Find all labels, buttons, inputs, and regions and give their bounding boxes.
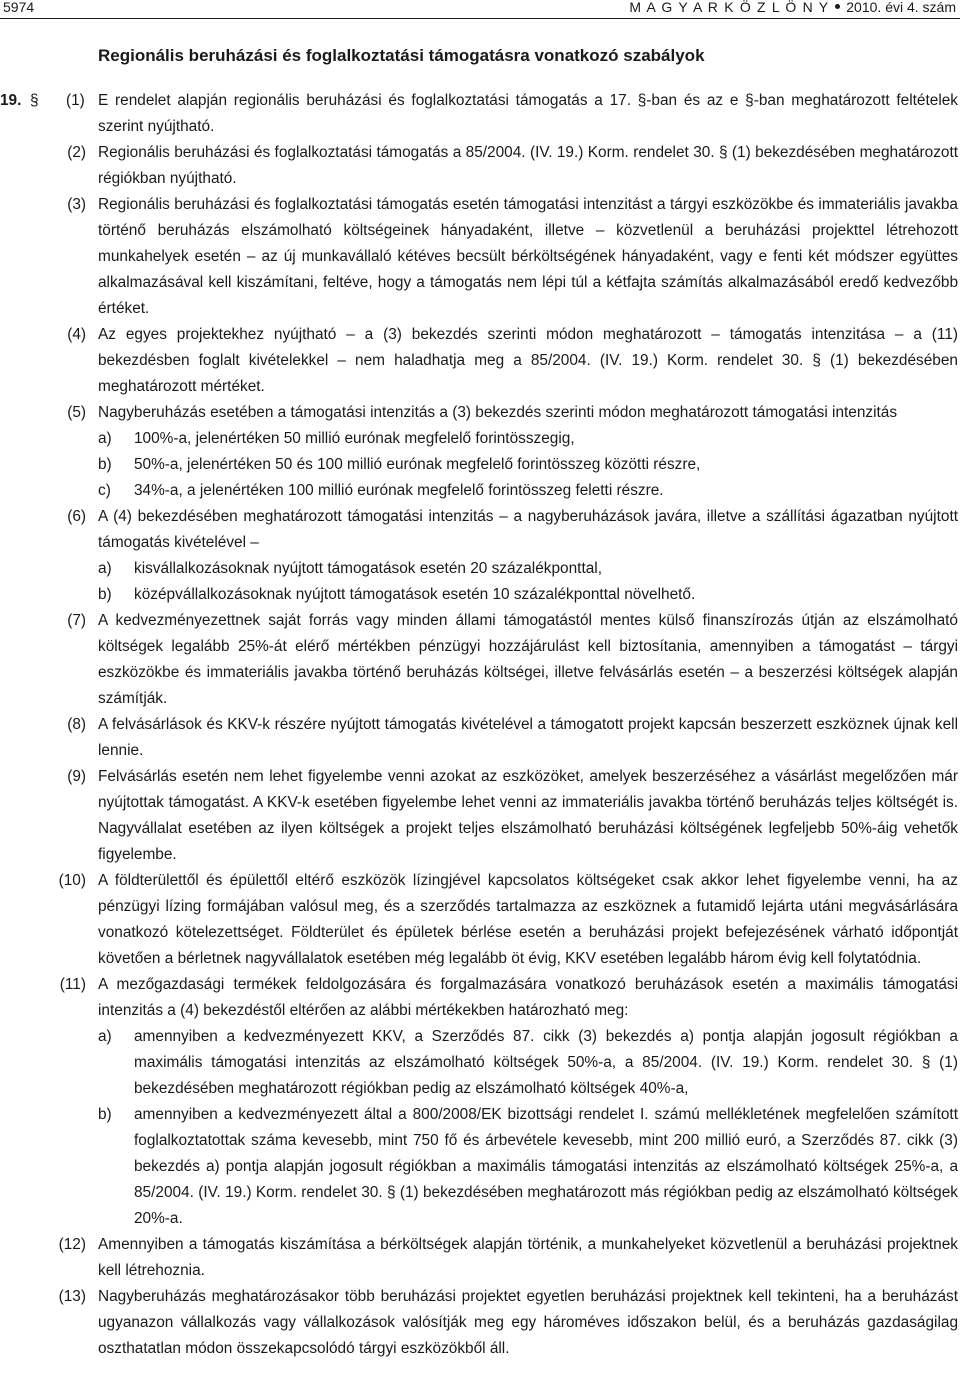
paragraph-text: A (4) bekezdésében meghatározott támogatási intenzitás – a nagyberuházások javára, illetve a szállítási ágazatban nyújtott támogatás kivételével – [98, 508, 958, 551]
paragraph-number: (9) [67, 768, 86, 785]
paragraph-7 [0, 608, 958, 712]
list-item-letter: b) [98, 586, 112, 603]
paragraph-number: (8) [67, 716, 86, 733]
journal-issue: 2010. évi 4. szám [846, 0, 956, 15]
list-item [0, 582, 958, 608]
list-item-text: 50%-a, jelenértéken 50 és 100 millió eurónak megfelelő forintösszeg közötti részre, [134, 456, 701, 473]
paragraph-number: (7) [67, 612, 86, 629]
paragraph-text: Regionális beruházási és foglalkoztatási támogatás a 85/2004. (IV. 19.) Korm. rendelet 30. § (1) bekezdésében meghatározott régiókban nyújtható. [98, 144, 958, 187]
list-item-text: 100%-a, jelenértéken 50 millió eurónak megfelelő forintösszegig, [134, 430, 575, 447]
paragraph-8 [0, 712, 958, 764]
paragraph-number: (3) [67, 196, 86, 213]
list-item [0, 426, 958, 452]
paragraph-11 [0, 972, 958, 1024]
page-header [0, 0, 960, 26]
journal-name: M A G Y A R K Ö Z L Ö N Y [629, 0, 830, 15]
page-number: 5974 [3, 0, 35, 15]
paragraph-text: Az egyes projektekhez nyújtható – a (3) bekezdés szerinti módon meghatározott – támogatás intenzitása – a (11) bekezdésben foglalt kivételekkel – nem haladhatja meg a 85/2004. (IV. 19.) Korm. rendelet 30. § (1) bekezdésében meghatározott mértéket. [98, 326, 958, 395]
list-item-letter: a) [98, 430, 112, 447]
paragraph-number: (2) [67, 144, 86, 161]
paragraph-number: (13) [58, 1288, 86, 1305]
list-item-letter: a) [98, 560, 112, 577]
paragraph-number: (4) [67, 326, 86, 343]
paragraph-text: Felvásárlás esetén nem lehet figyelembe venni azokat az eszközöket, amelyek beszerzéséhez a vásárlást megelőzően már nyújtottak támogatást. A KKV-k esetében figyelembe lehet venni az immateriális javakba történő beruházás teljes költségét is. Nagyvállalat esetében az ilyen költségek a projekt teljes elszámolható beruházási költségének legfeljebb 50%-áig vehetők figyelembe. [98, 768, 958, 863]
journal-header [629, 0, 956, 14]
paragraph-12 [0, 1232, 958, 1284]
paragraph-text: E rendelet alapján regionális beruházási és foglalkoztatási támogatás a 17. §-ban és az e §-ban meghatározott feltételek szerint nyújtható. [98, 92, 958, 135]
section-number: 19. [0, 92, 22, 109]
paragraph-text: A mezőgazdasági termékek feldolgozására és forgalmazására vonatkozó beruházások esetén a maximális támogatási intenzitás a (4) bekezdéstől eltérően az alábbi mértékekben határozható meg: [98, 976, 958, 1019]
list-item-text: középvállalkozásoknak nyújtott támogatások esetén 10 százalékponttal növelhető. [134, 586, 696, 603]
paragraph-text: Nagyberuházás esetében a támogatási intenzitás a (3) bekezdés szerinti módon meghatározott támogatási intenzitás [98, 404, 898, 421]
paragraph-2 [0, 140, 958, 192]
paragraph-number: (11) [59, 976, 86, 993]
paragraph-number: (5) [67, 404, 86, 421]
list-item [0, 452, 958, 478]
paragraph-3 [0, 192, 958, 322]
list-item-letter: c) [98, 482, 111, 499]
paragraph-10 [0, 868, 958, 972]
paragraph-text: A földterülettől és épülettől eltérő eszközök lízingjével kapcsolatos költségeket csak akkor lehet figyelembe venni, ha az pénzügyi lízing formájában valósul meg, és a szerződés tartalmazza az eszköznek a futamidő lejárta utáni megvásárlására vonatkozó kötelezettséget. Földterület és épületek bérlése esetén a beruházási projekt befejezésének várható időpontját követően a bérletnek nagyvállalatok esetében még legalább öt évig, KKV esetében legalább három évig kell folytatódnia. [98, 872, 958, 967]
list-item-text: kisvállalkozásoknak nyújtott támogatások esetén 20 százalékponttal, [134, 560, 602, 577]
paragraph-6 [0, 504, 958, 556]
paragraph-number: (12) [58, 1236, 86, 1253]
list-item-text: amennyiben a kedvezményezett KKV, a Szerződés 87. cikk (3) bekezdés a) pontja alapján jogosult régiókban a maximális támogatási intenzitás az elszámolható költségek 50%-a, a 85/2004. (IV. 19.) Korm. rendelet 30. § (1) bekezdésében meghatározott régiókban pedig az elszámolható költségek 40%-a, [134, 1028, 958, 1097]
list-item-letter: a) [98, 1028, 112, 1045]
paragraph-number: (6) [67, 508, 86, 525]
paragraph-text: Nagyberuházás meghatározásakor több beruházási projektet egyetlen beruházási projektnek kell tekinteni, ha a beruházást ugyanazon vállalkozás vagy vállalkozások valósítják meg egy hároméves időszakon belül, és a beruházás gazdaságilag oszthatatlan módon összekapcsolódó tárgyi eszközökből áll. [98, 1288, 958, 1357]
bullet-dot-icon [835, 4, 840, 9]
list-item [0, 478, 958, 504]
section-sign: § [30, 92, 39, 109]
document-body [0, 88, 958, 1362]
paragraph-13 [0, 1284, 958, 1362]
paragraph-text: A felvásárlások és KKV-k részére nyújtott támogatás kivételével a támogatott projekt kapcsán beszerzett eszköznek újnak kell lennie. [98, 716, 958, 759]
list-item-letter: b) [98, 1106, 112, 1123]
paragraph-text: Regionális beruházási és foglalkoztatási támogatás esetén támogatási intenzitást a tárgyi eszközökbe és immateriális javakba történő beruházás elszámolható költségeinek hányadaként, illetve – közvetlenül a beruházási projekttel létrehozott munkahelyek esetén – az új munkavállaló kétéves becsült bérköltségének hányadaként, vagy e fenti két módszer együttes alkalmazásával kell kiszámítani, feltéve, hogy a támogatás nem lépi túl a kétfajta számítás alkalmazásából eredő kedvezőbb értéket. [98, 196, 958, 317]
list-item-text: amennyiben a kedvezményezett által a 800/2008/EK bizottsági rendelet I. számú mellékletének megfelelően számított foglalkoztatottak száma kevesebb, mint 750 fő és árbevétele kevesebb, mint 200 millió euró, a Szerződés 87. cikk (3) bekezdés a) pontja alapján jogosult régiókban a maximális támogatási intenzitás az elszámolható költségek 25%-a, a 85/2004. (IV. 19.) Korm. rendelet 30. § (1) bekezdésében meghatározott más régiókban pedig az elszámolható költségek 20%-a. [134, 1106, 958, 1227]
paragraph-number: (1) [66, 92, 85, 109]
list-item [0, 1024, 958, 1102]
paragraph-9 [0, 764, 958, 868]
paragraph-text: Amennyiben a támogatás kiszámítása a bérköltségek alapján történik, a munkahelyeket közvetlenül a beruházási projektnek kell létrehoznia. [98, 1236, 958, 1279]
list-item [0, 556, 958, 582]
paragraph-number: (10) [58, 872, 86, 889]
paragraph-4 [0, 322, 958, 400]
paragraph-1 [0, 88, 958, 140]
paragraph-5 [0, 400, 958, 426]
list-item-letter: b) [98, 456, 112, 473]
section-title: Regionális beruházási és foglalkoztatási támogatásra vonatkozó szabályok [98, 46, 705, 65]
list-item-text: 34%-a, a jelenértéken 100 millió eurónak megfelelő forintösszeg feletti részre. [134, 482, 664, 499]
list-item [0, 1102, 958, 1232]
paragraph-text: A kedvezményezettnek saját forrás vagy minden állami támogatástól mentes külső finanszírozás útján az elszámolható költségek legalább 25%-át elérő mértékben pénzügyi hozzájárulást kell biztosítania, amennyiben a támogatást – tárgyi eszközökbe és immateriális javakba történő beruházás költségei, illetve felvásárlás esetén – a beszerzési költségek alapján számítják. [98, 612, 958, 707]
header-rule [0, 18, 960, 19]
